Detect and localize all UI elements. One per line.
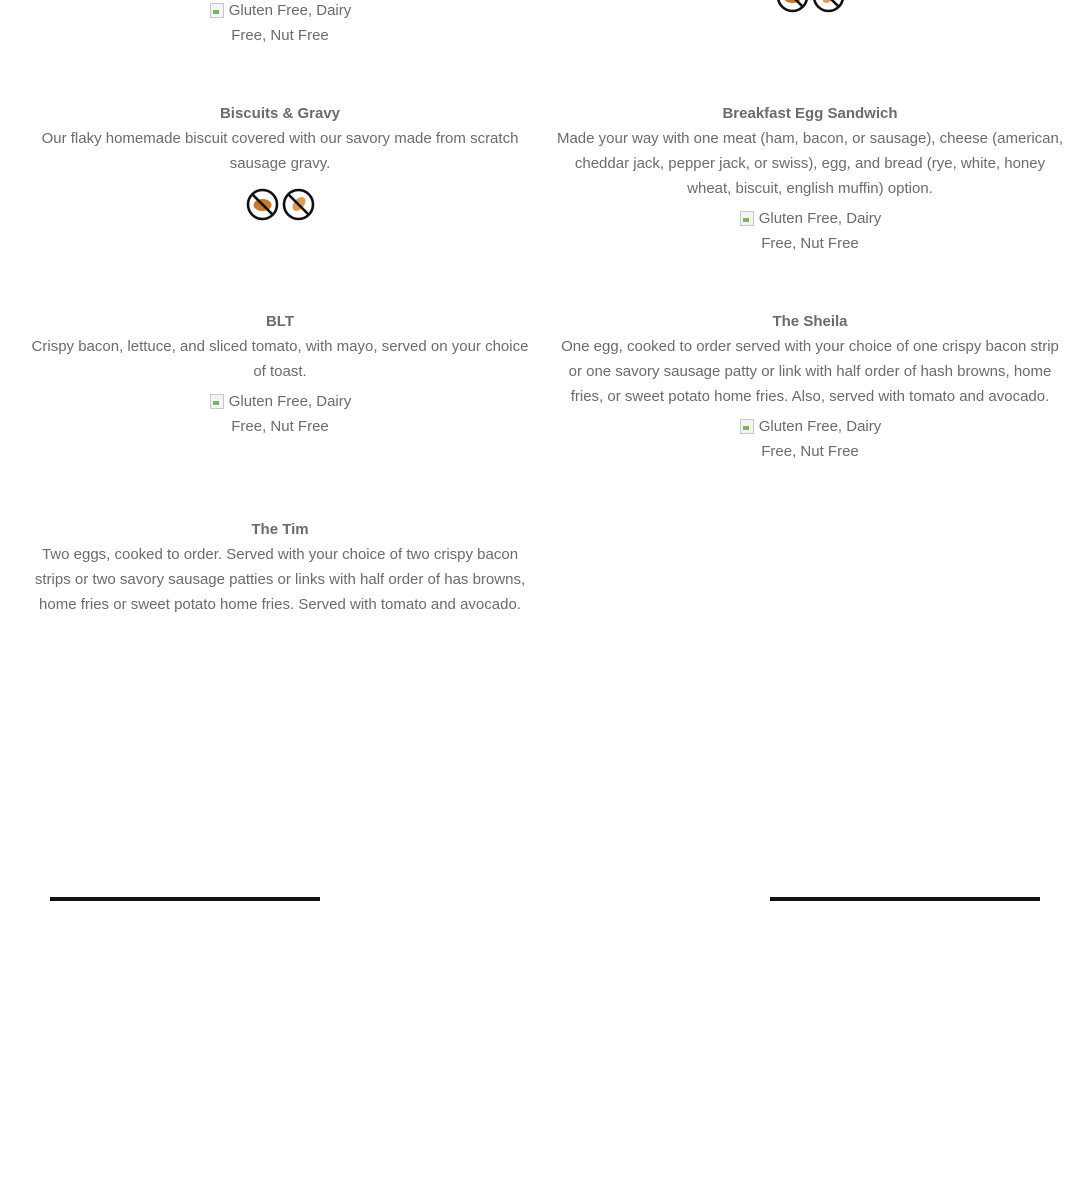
menu-item-description: Our flaky homemade biscuit covered with our savory made from scratch sausage gravy.	[41, 130, 519, 172]
no-nuts-icon	[812, 0, 845, 13]
broken-image-icon	[209, 2, 225, 18]
broken-image-alt: Gluten Free, Dairy Free, Nut Free	[205, 389, 355, 439]
no-gluten-icon	[246, 188, 279, 221]
broken-image-icon	[209, 393, 225, 409]
no-nuts-icon	[282, 188, 315, 221]
broken-image-icon	[739, 210, 755, 226]
menu-item-blt	[25, 309, 535, 439]
menu-item-name: Breakfast Egg Sandwich	[722, 105, 898, 122]
divider-right	[770, 897, 1040, 901]
menu-item-description: Crispy bacon, lettuce, and sliced tomato, with mayo, served on your choice of toast.	[31, 338, 529, 380]
menu-item-breakfast-egg-sandwich	[555, 101, 1065, 256]
menu-item-description: Two eggs, cooked to order. Served with your choice of two crispy bacon strips or two savory sausage patties or links with half order of has browns, home fries or sweet potato home fries. Served with tomato and avocado.	[34, 546, 526, 613]
menu-item-name: BLT	[265, 313, 295, 330]
menu-item-name: Biscuits & Gravy	[219, 105, 341, 122]
menu-item-the-tim	[25, 517, 535, 617]
divider-left	[50, 897, 320, 901]
diet-icons	[25, 188, 535, 221]
broken-image-alt: Gluten Free, Dairy Free, Nut Free	[735, 206, 885, 256]
no-gluten-icon	[776, 0, 809, 13]
top-right-diet-icons	[760, 0, 860, 13]
menu-item-biscuits-gravy	[25, 101, 535, 221]
broken-image-alt: Gluten Free, Dairy Free, Nut Free	[735, 414, 885, 464]
broken-image-alt: Gluten Free, Dairy Free, Nut Free	[205, 0, 355, 48]
menu-item-the-sheila	[555, 309, 1065, 464]
top-left-diet-alt	[205, 0, 355, 48]
menu-item-name: The Tim	[251, 521, 309, 538]
menu-item-description: Made your way with one meat (ham, bacon, or sausage), cheese (american, cheddar jack, pepper jack, or swiss), egg, and bread (rye, white, honey wheat, biscuit, english muffin) option.	[556, 130, 1064, 197]
broken-image-icon	[739, 418, 755, 434]
menu-item-description: One egg, cooked to order served with your choice of one crispy bacon strip or one savory sausage patty or link with half order of hash browns, home fries, or sweet potato home fries. Also, served with tomato and avocado.	[561, 338, 1059, 405]
menu-item-name: The Sheila	[772, 313, 848, 330]
